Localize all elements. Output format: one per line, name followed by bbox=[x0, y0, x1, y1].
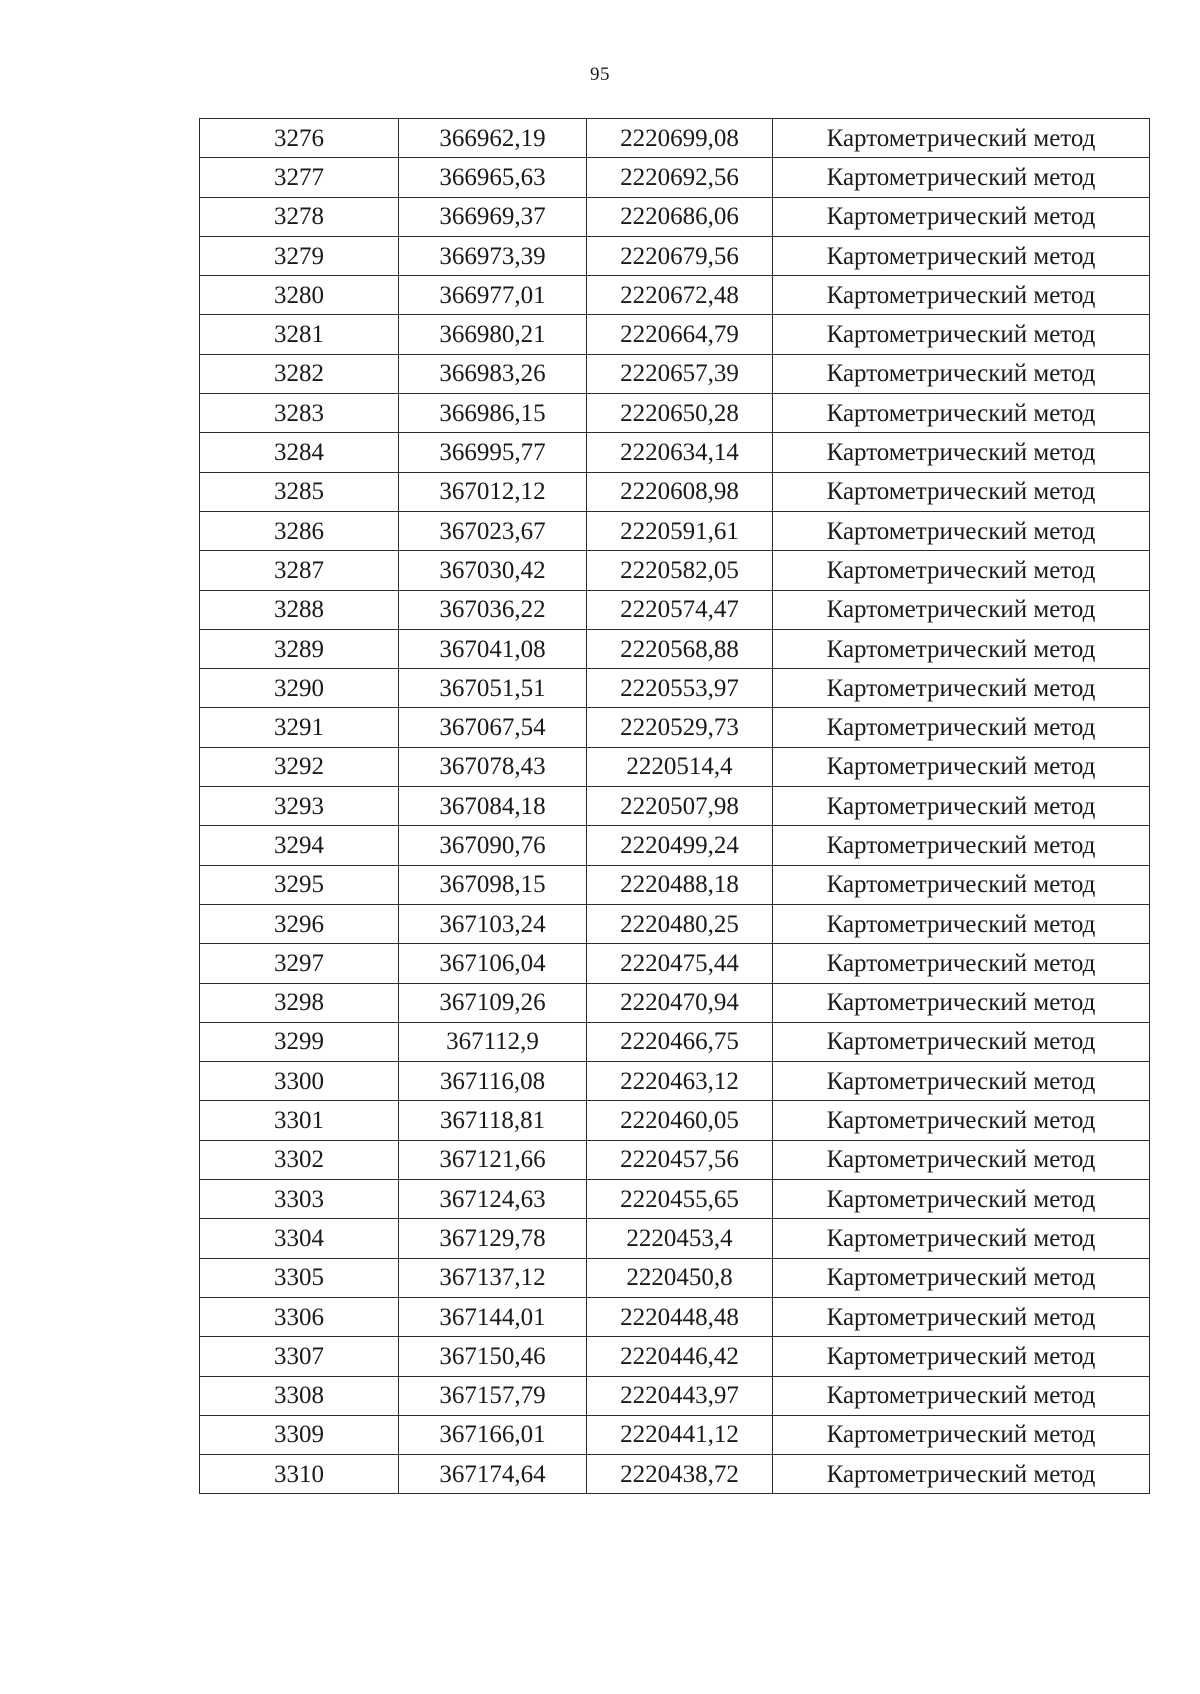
y-coordinate-cell: 2220480,25 bbox=[587, 904, 773, 943]
x-coordinate-cell: 367103,24 bbox=[399, 904, 587, 943]
table-row bbox=[200, 669, 1150, 708]
x-coordinate-cell: 367067,54 bbox=[399, 708, 587, 747]
table-row bbox=[200, 629, 1150, 668]
method-cell: Картометрический метод bbox=[773, 354, 1150, 393]
x-coordinate-cell: 366962,19 bbox=[399, 119, 587, 158]
point-number-cell: 3280 bbox=[200, 276, 399, 315]
table-row bbox=[200, 158, 1150, 197]
x-coordinate-cell: 367157,79 bbox=[399, 1376, 587, 1415]
method-cell: Картометрический метод bbox=[773, 865, 1150, 904]
method-cell: Картометрический метод bbox=[773, 1376, 1150, 1415]
method-cell: Картометрический метод bbox=[773, 1101, 1150, 1140]
point-number-cell: 3291 bbox=[200, 708, 399, 747]
point-number-cell: 3299 bbox=[200, 1022, 399, 1061]
point-number-cell: 3279 bbox=[200, 236, 399, 275]
y-coordinate-cell: 2220529,73 bbox=[587, 708, 773, 747]
method-cell: Картометрический метод bbox=[773, 787, 1150, 826]
x-coordinate-cell: 367166,01 bbox=[399, 1415, 587, 1454]
y-coordinate-cell: 2220664,79 bbox=[587, 315, 773, 354]
method-cell: Картометрический метод bbox=[773, 590, 1150, 629]
x-coordinate-cell: 367116,08 bbox=[399, 1062, 587, 1101]
x-coordinate-cell: 367121,66 bbox=[399, 1140, 587, 1179]
table-row bbox=[200, 1376, 1150, 1415]
point-number-cell: 3306 bbox=[200, 1297, 399, 1336]
method-cell: Картометрический метод bbox=[773, 983, 1150, 1022]
method-cell: Картометрический метод bbox=[773, 1062, 1150, 1101]
method-cell: Картометрический метод bbox=[773, 1022, 1150, 1061]
x-coordinate-cell: 367118,81 bbox=[399, 1101, 587, 1140]
table-row bbox=[200, 551, 1150, 590]
table-row bbox=[200, 1337, 1150, 1376]
point-number-cell: 3303 bbox=[200, 1180, 399, 1219]
x-coordinate-cell: 366983,26 bbox=[399, 354, 587, 393]
table-row bbox=[200, 472, 1150, 511]
x-coordinate-cell: 367109,26 bbox=[399, 983, 587, 1022]
table-row bbox=[200, 1415, 1150, 1454]
point-number-cell: 3289 bbox=[200, 629, 399, 668]
method-cell: Картометрический метод bbox=[773, 1258, 1150, 1297]
method-cell: Картометрический метод bbox=[773, 119, 1150, 158]
method-cell: Картометрический метод bbox=[773, 669, 1150, 708]
method-cell: Картометрический метод bbox=[773, 433, 1150, 472]
y-coordinate-cell: 2220453,4 bbox=[587, 1219, 773, 1258]
method-cell: Картометрический метод bbox=[773, 197, 1150, 236]
y-coordinate-cell: 2220699,08 bbox=[587, 119, 773, 158]
y-coordinate-cell: 2220657,39 bbox=[587, 354, 773, 393]
table-row bbox=[200, 119, 1150, 158]
y-coordinate-cell: 2220692,56 bbox=[587, 158, 773, 197]
table-row bbox=[200, 236, 1150, 275]
table-row bbox=[200, 747, 1150, 786]
x-coordinate-cell: 367090,76 bbox=[399, 826, 587, 865]
y-coordinate-cell: 2220574,47 bbox=[587, 590, 773, 629]
point-number-cell: 3302 bbox=[200, 1140, 399, 1179]
y-coordinate-cell: 2220514,4 bbox=[587, 747, 773, 786]
table-row bbox=[200, 590, 1150, 629]
table-row bbox=[200, 787, 1150, 826]
point-number-cell: 3304 bbox=[200, 1219, 399, 1258]
y-coordinate-cell: 2220443,97 bbox=[587, 1376, 773, 1415]
y-coordinate-cell: 2220455,65 bbox=[587, 1180, 773, 1219]
y-coordinate-cell: 2220582,05 bbox=[587, 551, 773, 590]
x-coordinate-cell: 367129,78 bbox=[399, 1219, 587, 1258]
y-coordinate-cell: 2220608,98 bbox=[587, 472, 773, 511]
x-coordinate-cell: 366986,15 bbox=[399, 394, 587, 433]
point-number-cell: 3285 bbox=[200, 472, 399, 511]
x-coordinate-cell: 366980,21 bbox=[399, 315, 587, 354]
x-coordinate-cell: 367036,22 bbox=[399, 590, 587, 629]
y-coordinate-cell: 2220672,48 bbox=[587, 276, 773, 315]
table-row bbox=[200, 1180, 1150, 1219]
point-number-cell: 3283 bbox=[200, 394, 399, 433]
table-row bbox=[200, 1258, 1150, 1297]
method-cell: Картометрический метод bbox=[773, 1140, 1150, 1179]
x-coordinate-cell: 367023,67 bbox=[399, 511, 587, 550]
coordinates-table-body bbox=[200, 119, 1150, 1494]
x-coordinate-cell: 367030,42 bbox=[399, 551, 587, 590]
table-row bbox=[200, 1140, 1150, 1179]
point-number-cell: 3288 bbox=[200, 590, 399, 629]
coordinates-table bbox=[199, 118, 1150, 1494]
x-coordinate-cell: 366969,37 bbox=[399, 197, 587, 236]
x-coordinate-cell: 366965,63 bbox=[399, 158, 587, 197]
method-cell: Картометрический метод bbox=[773, 276, 1150, 315]
method-cell: Картометрический метод bbox=[773, 629, 1150, 668]
point-number-cell: 3309 bbox=[200, 1415, 399, 1454]
point-number-cell: 3277 bbox=[200, 158, 399, 197]
method-cell: Картометрический метод bbox=[773, 394, 1150, 433]
table-row bbox=[200, 983, 1150, 1022]
y-coordinate-cell: 2220475,44 bbox=[587, 944, 773, 983]
point-number-cell: 3301 bbox=[200, 1101, 399, 1140]
point-number-cell: 3276 bbox=[200, 119, 399, 158]
method-cell: Картометрический метод bbox=[773, 1180, 1150, 1219]
y-coordinate-cell: 2220441,12 bbox=[587, 1415, 773, 1454]
point-number-cell: 3290 bbox=[200, 669, 399, 708]
method-cell: Картометрический метод bbox=[773, 944, 1150, 983]
x-coordinate-cell: 366977,01 bbox=[399, 276, 587, 315]
x-coordinate-cell: 367084,18 bbox=[399, 787, 587, 826]
point-number-cell: 3297 bbox=[200, 944, 399, 983]
y-coordinate-cell: 2220457,56 bbox=[587, 1140, 773, 1179]
table-row bbox=[200, 354, 1150, 393]
table-row bbox=[200, 826, 1150, 865]
x-coordinate-cell: 367098,15 bbox=[399, 865, 587, 904]
point-number-cell: 3282 bbox=[200, 354, 399, 393]
page-number: 95 bbox=[590, 64, 610, 85]
point-number-cell: 3296 bbox=[200, 904, 399, 943]
method-cell: Картометрический метод bbox=[773, 158, 1150, 197]
method-cell: Картометрический метод bbox=[773, 1337, 1150, 1376]
x-coordinate-cell: 367041,08 bbox=[399, 629, 587, 668]
method-cell: Картометрический метод bbox=[773, 236, 1150, 275]
y-coordinate-cell: 2220463,12 bbox=[587, 1062, 773, 1101]
y-coordinate-cell: 2220686,06 bbox=[587, 197, 773, 236]
point-number-cell: 3292 bbox=[200, 747, 399, 786]
table-row bbox=[200, 944, 1150, 983]
method-cell: Картометрический метод bbox=[773, 511, 1150, 550]
point-number-cell: 3284 bbox=[200, 433, 399, 472]
y-coordinate-cell: 2220650,28 bbox=[587, 394, 773, 433]
method-cell: Картометрический метод bbox=[773, 1455, 1150, 1494]
table-row bbox=[200, 1022, 1150, 1061]
x-coordinate-cell: 367144,01 bbox=[399, 1297, 587, 1336]
y-coordinate-cell: 2220450,8 bbox=[587, 1258, 773, 1297]
method-cell: Картометрический метод bbox=[773, 708, 1150, 747]
y-coordinate-cell: 2220460,05 bbox=[587, 1101, 773, 1140]
table-row bbox=[200, 904, 1150, 943]
y-coordinate-cell: 2220568,88 bbox=[587, 629, 773, 668]
x-coordinate-cell: 366973,39 bbox=[399, 236, 587, 275]
point-number-cell: 3295 bbox=[200, 865, 399, 904]
point-number-cell: 3298 bbox=[200, 983, 399, 1022]
x-coordinate-cell: 367150,46 bbox=[399, 1337, 587, 1376]
y-coordinate-cell: 2220488,18 bbox=[587, 865, 773, 904]
y-coordinate-cell: 2220448,48 bbox=[587, 1297, 773, 1336]
x-coordinate-cell: 367124,63 bbox=[399, 1180, 587, 1219]
point-number-cell: 3308 bbox=[200, 1376, 399, 1415]
point-number-cell: 3281 bbox=[200, 315, 399, 354]
table-row bbox=[200, 276, 1150, 315]
method-cell: Картометрический метод bbox=[773, 472, 1150, 511]
table-row bbox=[200, 1062, 1150, 1101]
method-cell: Картометрический метод bbox=[773, 1219, 1150, 1258]
table-row bbox=[200, 315, 1150, 354]
method-cell: Картометрический метод bbox=[773, 747, 1150, 786]
method-cell: Картометрический метод bbox=[773, 826, 1150, 865]
x-coordinate-cell: 367078,43 bbox=[399, 747, 587, 786]
x-coordinate-cell: 367012,12 bbox=[399, 472, 587, 511]
table-row bbox=[200, 708, 1150, 747]
point-number-cell: 3310 bbox=[200, 1455, 399, 1494]
table-row bbox=[200, 197, 1150, 236]
y-coordinate-cell: 2220446,42 bbox=[587, 1337, 773, 1376]
y-coordinate-cell: 2220438,72 bbox=[587, 1455, 773, 1494]
x-coordinate-cell: 367106,04 bbox=[399, 944, 587, 983]
x-coordinate-cell: 367112,9 bbox=[399, 1022, 587, 1061]
method-cell: Картометрический метод bbox=[773, 904, 1150, 943]
table-row bbox=[200, 1101, 1150, 1140]
table-row bbox=[200, 394, 1150, 433]
point-number-cell: 3294 bbox=[200, 826, 399, 865]
point-number-cell: 3300 bbox=[200, 1062, 399, 1101]
point-number-cell: 3293 bbox=[200, 787, 399, 826]
y-coordinate-cell: 2220499,24 bbox=[587, 826, 773, 865]
table-row bbox=[200, 1297, 1150, 1336]
x-coordinate-cell: 367174,64 bbox=[399, 1455, 587, 1494]
y-coordinate-cell: 2220466,75 bbox=[587, 1022, 773, 1061]
point-number-cell: 3307 bbox=[200, 1337, 399, 1376]
x-coordinate-cell: 367137,12 bbox=[399, 1258, 587, 1297]
point-number-cell: 3287 bbox=[200, 551, 399, 590]
y-coordinate-cell: 2220507,98 bbox=[587, 787, 773, 826]
y-coordinate-cell: 2220679,56 bbox=[587, 236, 773, 275]
table-row bbox=[200, 511, 1150, 550]
y-coordinate-cell: 2220553,97 bbox=[587, 669, 773, 708]
point-number-cell: 3278 bbox=[200, 197, 399, 236]
table-row bbox=[200, 1455, 1150, 1494]
table-row bbox=[200, 1219, 1150, 1258]
method-cell: Картометрический метод bbox=[773, 1297, 1150, 1336]
method-cell: Картометрический метод bbox=[773, 315, 1150, 354]
method-cell: Картометрический метод bbox=[773, 551, 1150, 590]
point-number-cell: 3305 bbox=[200, 1258, 399, 1297]
x-coordinate-cell: 367051,51 bbox=[399, 669, 587, 708]
y-coordinate-cell: 2220470,94 bbox=[587, 983, 773, 1022]
x-coordinate-cell: 366995,77 bbox=[399, 433, 587, 472]
y-coordinate-cell: 2220591,61 bbox=[587, 511, 773, 550]
method-cell: Картометрический метод bbox=[773, 1415, 1150, 1454]
table-row bbox=[200, 865, 1150, 904]
table-row bbox=[200, 433, 1150, 472]
point-number-cell: 3286 bbox=[200, 511, 399, 550]
y-coordinate-cell: 2220634,14 bbox=[587, 433, 773, 472]
